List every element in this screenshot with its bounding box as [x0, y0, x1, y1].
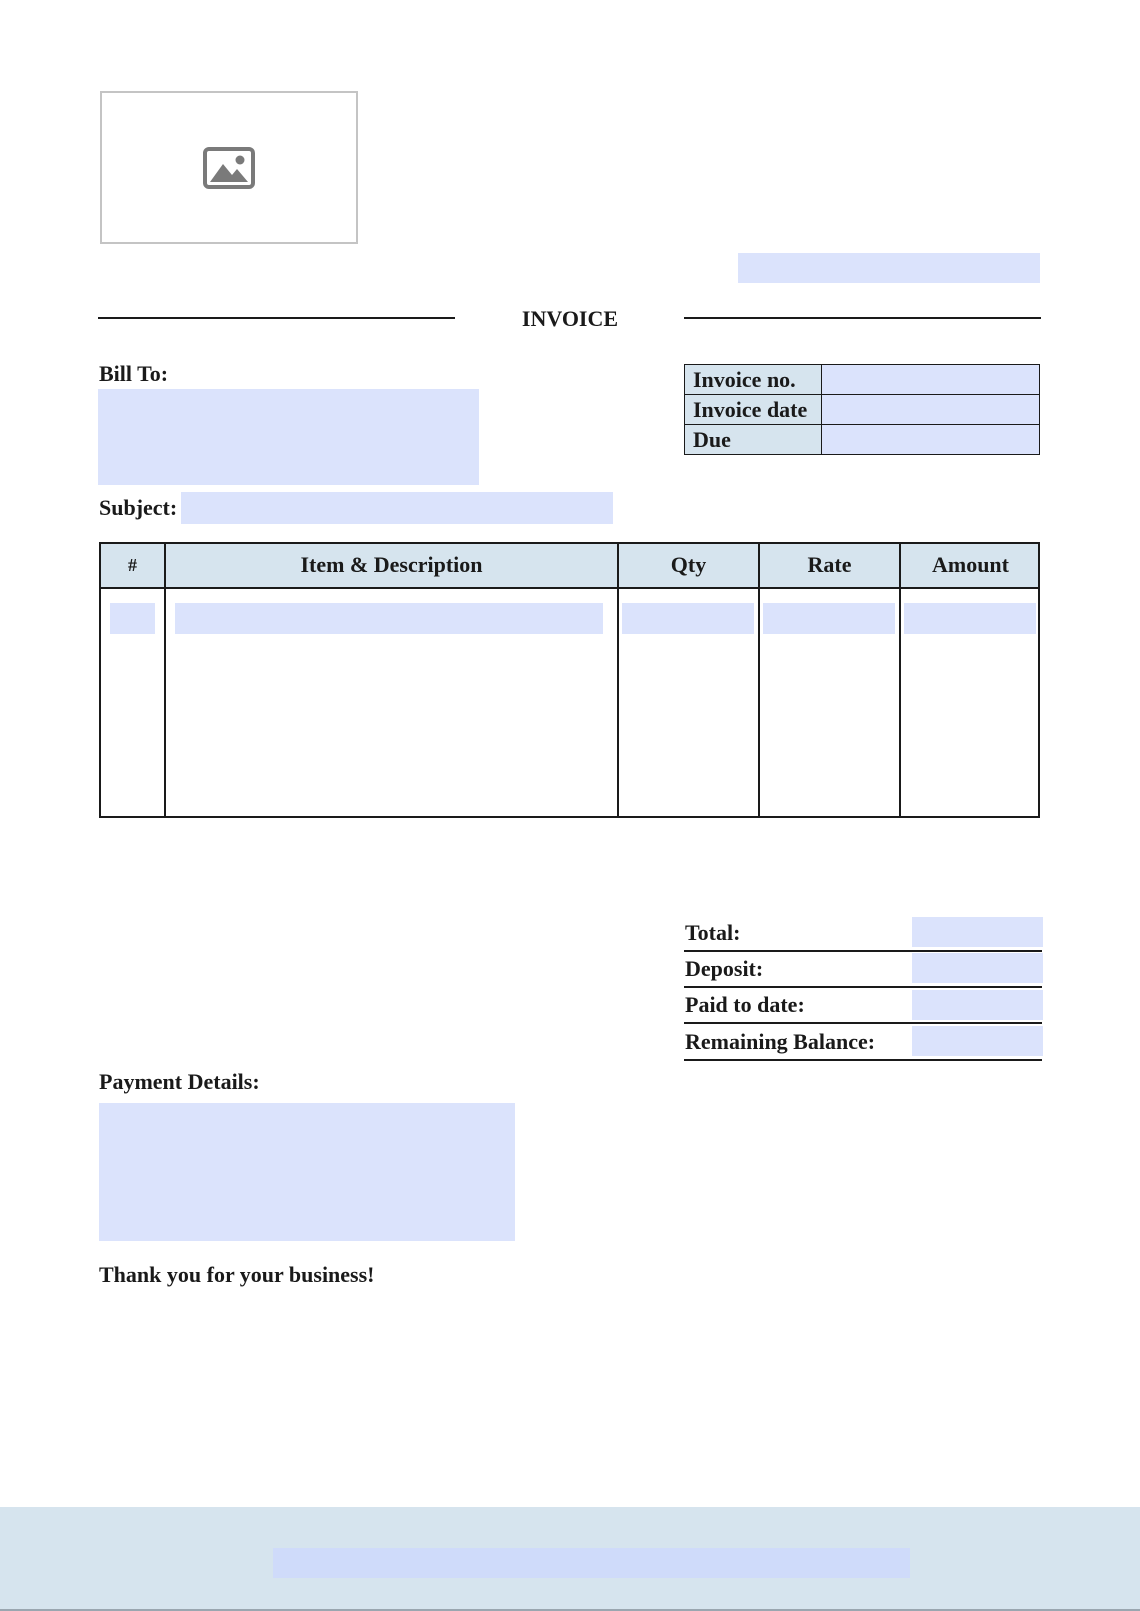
- subject-field[interactable]: [181, 492, 613, 524]
- column-header-qty: Qty: [670, 552, 707, 577]
- remaining-balance-label: Remaining Balance:: [685, 1029, 876, 1054]
- subject-label: Subject:: [99, 495, 178, 520]
- invoice-number-row: [685, 365, 1040, 395]
- total-label: Total:: [685, 920, 741, 945]
- invoice-date-field[interactable]: [822, 395, 1040, 425]
- deposit-underline: [684, 986, 1042, 988]
- company-name-field[interactable]: [738, 253, 1040, 283]
- footer-text-field[interactable]: [273, 1548, 910, 1578]
- paid-to-date-underline: [684, 1022, 1042, 1024]
- logo-placeholder[interactable]: [100, 91, 358, 244]
- column-header-amount: Amount: [931, 552, 1009, 577]
- item-rate-field[interactable]: [763, 603, 895, 634]
- due-row: [685, 425, 1040, 455]
- invoice-date-row: [685, 395, 1040, 425]
- items-table: [99, 542, 1040, 818]
- deposit-field[interactable]: [912, 953, 1043, 983]
- paid-to-date-field[interactable]: [912, 990, 1043, 1020]
- payment-details-field[interactable]: [99, 1103, 515, 1241]
- invoice-number-label: Invoice no.: [685, 365, 822, 395]
- item-qty-field[interactable]: [622, 603, 754, 634]
- thank-you-text: Thank you for your business!: [99, 1262, 375, 1287]
- due-label: Due: [685, 425, 822, 455]
- payment-details-label: Payment Details:: [99, 1069, 260, 1094]
- column-header-description: Item & Description: [300, 552, 483, 577]
- due-field[interactable]: [822, 425, 1040, 455]
- invoice-date-label: Invoice date: [685, 395, 822, 425]
- column-header-rate: Rate: [807, 552, 852, 577]
- title-rule-right: [684, 317, 1041, 319]
- paid-to-date-label: Paid to date:: [685, 992, 805, 1017]
- column-header-number: #: [128, 554, 137, 575]
- remaining-balance-underline: [684, 1059, 1042, 1061]
- title-rule-left: [98, 317, 455, 319]
- item-amount-field[interactable]: [904, 603, 1036, 634]
- page-title: INVOICE: [521, 306, 619, 331]
- item-description-field[interactable]: [175, 603, 603, 634]
- total-underline: [684, 950, 1042, 952]
- bill-to-label: Bill To:: [99, 361, 169, 386]
- footer-band: [0, 1507, 1140, 1611]
- total-field[interactable]: [912, 917, 1043, 947]
- invoice-meta-table: [684, 364, 1040, 455]
- bill-to-field[interactable]: [98, 389, 479, 485]
- image-placeholder-icon: [203, 147, 255, 189]
- invoice-number-field[interactable]: [822, 365, 1040, 395]
- deposit-label: Deposit:: [685, 956, 764, 981]
- remaining-balance-field[interactable]: [912, 1026, 1043, 1056]
- item-number-field[interactable]: [110, 603, 155, 634]
